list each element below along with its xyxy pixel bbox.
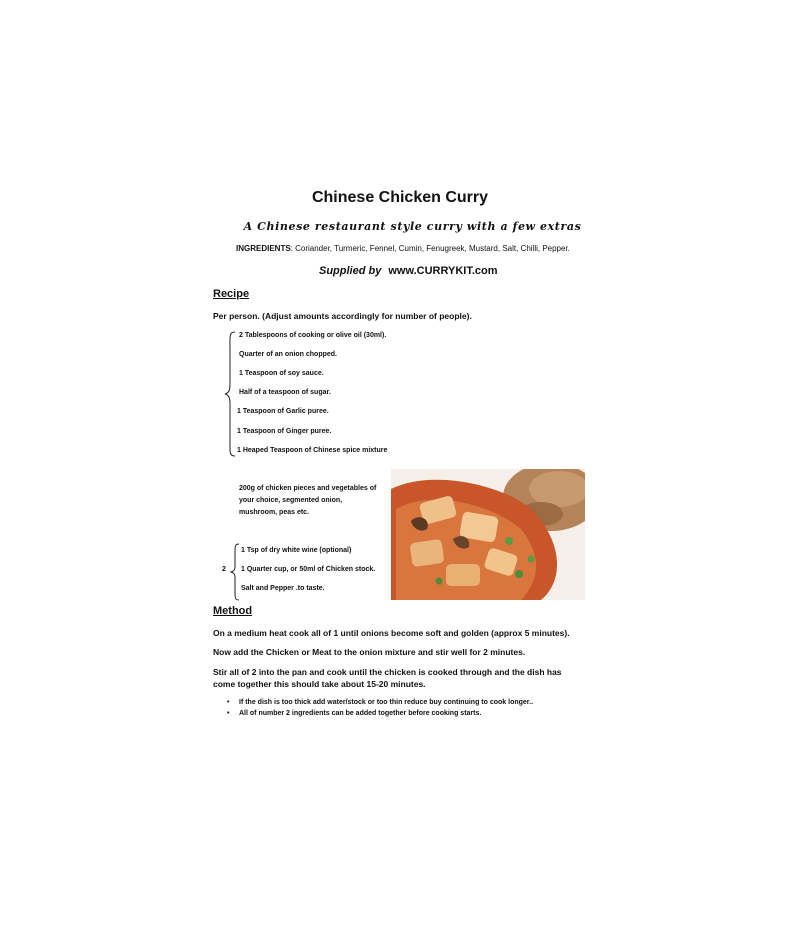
group1-item: Quarter of an onion chopped. bbox=[239, 351, 337, 358]
recipe-heading: Recipe bbox=[213, 288, 250, 300]
bullet-icon: • bbox=[227, 710, 230, 717]
group2-item: 1 Quarter cup, or 50ml of Chicken stock. bbox=[241, 566, 376, 573]
method-step-2: Now add the Chicken or Meat to the onion mixture and stir well for 2 minutes. bbox=[213, 647, 526, 657]
method-heading: Method bbox=[213, 605, 253, 617]
group2-brace-icon bbox=[229, 542, 241, 602]
supplied-by-line bbox=[319, 265, 498, 277]
chicken-curry-photo bbox=[391, 469, 585, 600]
chicken-line: mushroom, peas etc. bbox=[239, 509, 310, 516]
group1-item: 1 Teaspoon of soy sauce. bbox=[239, 370, 324, 377]
group2-number: 2 bbox=[222, 566, 226, 573]
method-step-1: On a medium heat cook all of 1 until onions become soft and golden (approx 5 minutes). bbox=[213, 628, 570, 638]
group2-item: Salt and Pepper .to taste. bbox=[241, 585, 325, 592]
bullet-icon: • bbox=[227, 699, 230, 706]
supplier-website: www.CURRYKIT.com bbox=[388, 265, 498, 277]
method-tip bbox=[227, 699, 533, 706]
method-tip-text: All of number 2 ingredients can be added together before cooking starts. bbox=[239, 710, 482, 717]
recipe-subtitle: A Chinese restaurant style curry with a few extras bbox=[243, 220, 582, 233]
method-step-3-line-2: come together this should take about 15-20 minutes. bbox=[213, 679, 426, 689]
group1-item: Half of a teaspoon of sugar. bbox=[239, 389, 331, 396]
method-tip-text: If the dish is too thick add water/stock or too thin reduce buy continuing to cook longer.. bbox=[239, 699, 534, 706]
group1-item: 1 Heaped Teaspoon of Chinese spice mixture bbox=[237, 447, 388, 454]
ingredients-text: : Coriander, Turmeric, Fennel, Cumin, Fenugreek, Mustard, Salt, Chilli, Pepper. bbox=[290, 244, 570, 253]
recipe-title: Chinese Chicken Curry bbox=[311, 189, 489, 206]
group2-item: 1 Tsp of dry white wine (optional) bbox=[241, 547, 352, 554]
chicken-line: 200g of chicken pieces and vegetables of bbox=[239, 485, 377, 492]
chicken-line: your choice, segmented onion, bbox=[239, 497, 343, 504]
ingredients-line bbox=[236, 244, 570, 253]
method-tip bbox=[227, 710, 481, 717]
group1-item: 1 Teaspoon of Garlic puree. bbox=[237, 408, 329, 415]
method-step-3-line-1: Stir all of 2 into the pan and cook until the chicken is cooked through and the dish has bbox=[213, 667, 562, 677]
group1-item: 1 Teaspoon of Ginger puree. bbox=[237, 428, 332, 435]
per-person-note: Per person. (Adjust amounts accordingly for number of people). bbox=[213, 311, 472, 321]
group1-item: 2 Tablespoons of cooking or olive oil (30ml). bbox=[239, 332, 387, 339]
supplied-by-label: Supplied by bbox=[319, 265, 382, 277]
group1-brace-icon bbox=[224, 330, 238, 458]
ingredients-label: INGREDIENTS bbox=[236, 244, 291, 253]
